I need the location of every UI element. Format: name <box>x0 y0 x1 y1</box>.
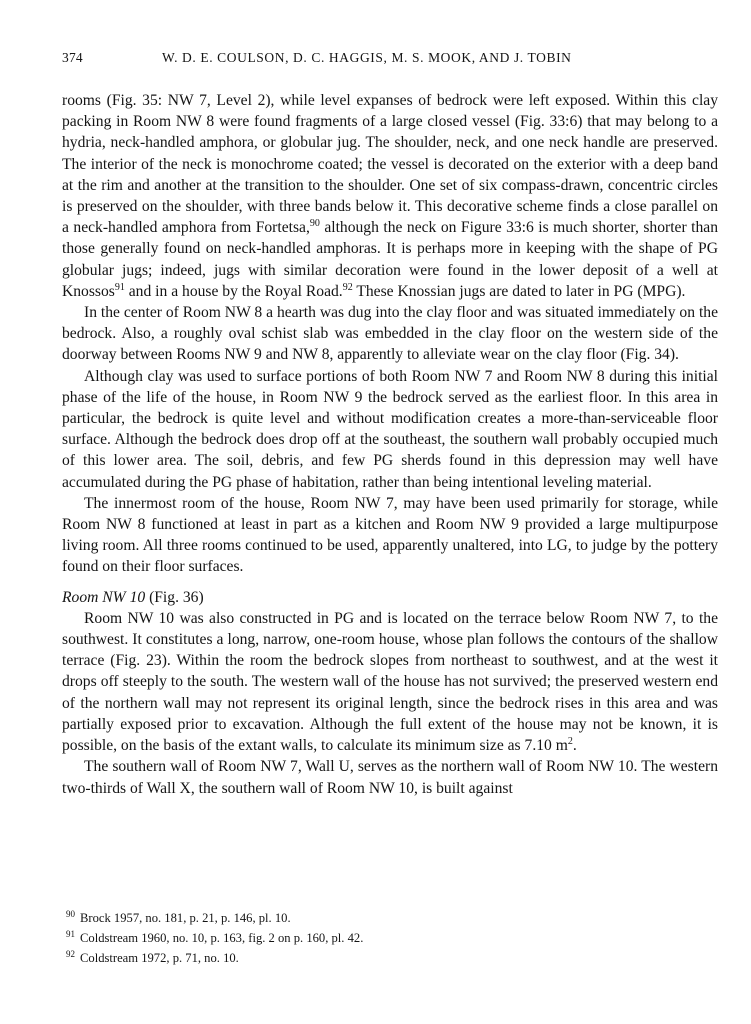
paragraph-1-part-d: These Knossian jugs are dated to later in PG (MPG). <box>352 282 686 300</box>
section-fig-ref: (Fig. 36) <box>145 588 204 606</box>
footnote-number: 90 <box>66 909 75 919</box>
page-number: 374 <box>62 50 83 65</box>
footnote-number: 91 <box>66 929 75 939</box>
footnote <box>66 948 666 968</box>
paragraph-1-part-b: although the neck on Figure 33:6 is much shorter, shorter than those generally found on neck-handled amphoras. It is perhaps more in keeping with the shape of PG globular jugs; indeed, jugs with similar decoration were found in the lower deposit of a well at Knossos <box>62 219 718 300</box>
footnote-text: Coldstream 1960, no. 10, p. 163, fig. 2 on p. 160, pl. 42. <box>80 931 364 945</box>
body-text <box>62 90 718 799</box>
running-head <box>62 50 718 76</box>
superscript-exponent: 2 <box>567 736 573 748</box>
paragraph-1 <box>62 90 718 302</box>
footnote-ref-92[interactable]: 92 <box>342 281 353 293</box>
footnote-ref-91[interactable]: 91 <box>114 281 125 293</box>
footnotes <box>66 908 666 968</box>
footnote-text: Coldstream 1972, p. 71, no. 10. <box>80 951 239 965</box>
footnote-text: Brock 1957, no. 181, p. 21, p. 146, pl. 10. <box>80 911 291 925</box>
running-head-authors: W. D. E. COULSON, D. C. HAGGIS, M. S. MOOK, AND J. TOBIN <box>162 50 572 65</box>
paragraph-1-part-a: rooms (Fig. 35: NW 7, Level 2), while level expanses of bedrock were left exposed. Within this clay packing in Room NW 8 were found fragments of a large closed vessel (Fig. 33:6) that may belong to a hydria, neck-handled amphora, or globular jug. The shoulder, neck, and one neck handle are preserved. The interior of the neck is monochrome coated; the vessel is decorated on the exterior with a deep band at the rim and another at the transition to the shoulder. One set of six compass-drawn, concentric circles is preserved on the shoulder, with three bands below it. This decorative scheme finds a close parallel on a neck-handled amphora from Fortetsa, <box>62 92 718 237</box>
paragraph-2: In the center of Room NW 8 a hearth was dug into the clay floor and was situated immediately on the bedrock. Also, a roughly oval schist slab was embedded in the clay floor on the western side of the doorway between Rooms NW 9 and NW 8, apparently to alleviate wear on the clay floor (Fig. 34). <box>62 304 718 364</box>
paragraph-5 <box>62 608 718 756</box>
section-title: Room NW 10 <box>62 588 146 606</box>
paragraph-6: The southern wall of Room NW 7, Wall U, serves as the northern wall of Room NW 10. The western two-thirds of Wall X, the southern wall of Room NW 10, is built against <box>62 758 718 797</box>
paragraph-5-part-a: Room NW 10 was also constructed in PG and is located on the terrace below Room NW 7, to the southwest. It constitutes a long, narrow, one-room house, whose plan follows the contours of the shallow terrace (Fig. 23). Within the room the bedrock slopes from northeast to southwest, and at the west it drops off steeply to the south. The western wall of the house has not survived; the preserved western end of the northern wall may not represent its original length, since the bedrock rises in this area and was partially exposed prior to excavation. Although the full extent of the house may not be known, it is possible, on the basis of the extant walls, to calculate its minimum size as 7.10 m <box>62 609 718 755</box>
footnote-number: 92 <box>66 949 75 959</box>
section-heading <box>62 587 718 608</box>
paragraph-5-part-b: . <box>572 737 577 755</box>
page <box>62 50 718 799</box>
paragraph-4: The innermost room of the house, Room NW 7, may have been used primarily for storage, while Room NW 8 functioned at least in part as a kitchen and Room NW 9 provided a large multipurpose living room. All three rooms continued to be used, apparently unaltered, into LG, to judge by the pottery found on their floor surfaces. <box>62 494 718 576</box>
footnote <box>66 928 666 948</box>
paragraph-1-part-c: and in a house by the Royal Road. <box>124 282 343 300</box>
paragraph-3: Although clay was used to surface portions of both Room NW 7 and Room NW 8 during this initial phase of the life of the house, in Room NW 9 the bedrock served as the earliest floor. In this area in particular, the bedrock is quite level and without modification creates a more-than-serviceable floor surface. Although the bedrock does drop off at the southeast, the southern wall probably occupied much of this lower area. The soil, debris, and few PG sherds found in this depression may well have accumulated during the PG phase of habitation, rather than being intentional leveling material. <box>62 367 718 491</box>
footnote <box>66 908 666 928</box>
footnote-ref-90[interactable]: 90 <box>309 218 320 230</box>
